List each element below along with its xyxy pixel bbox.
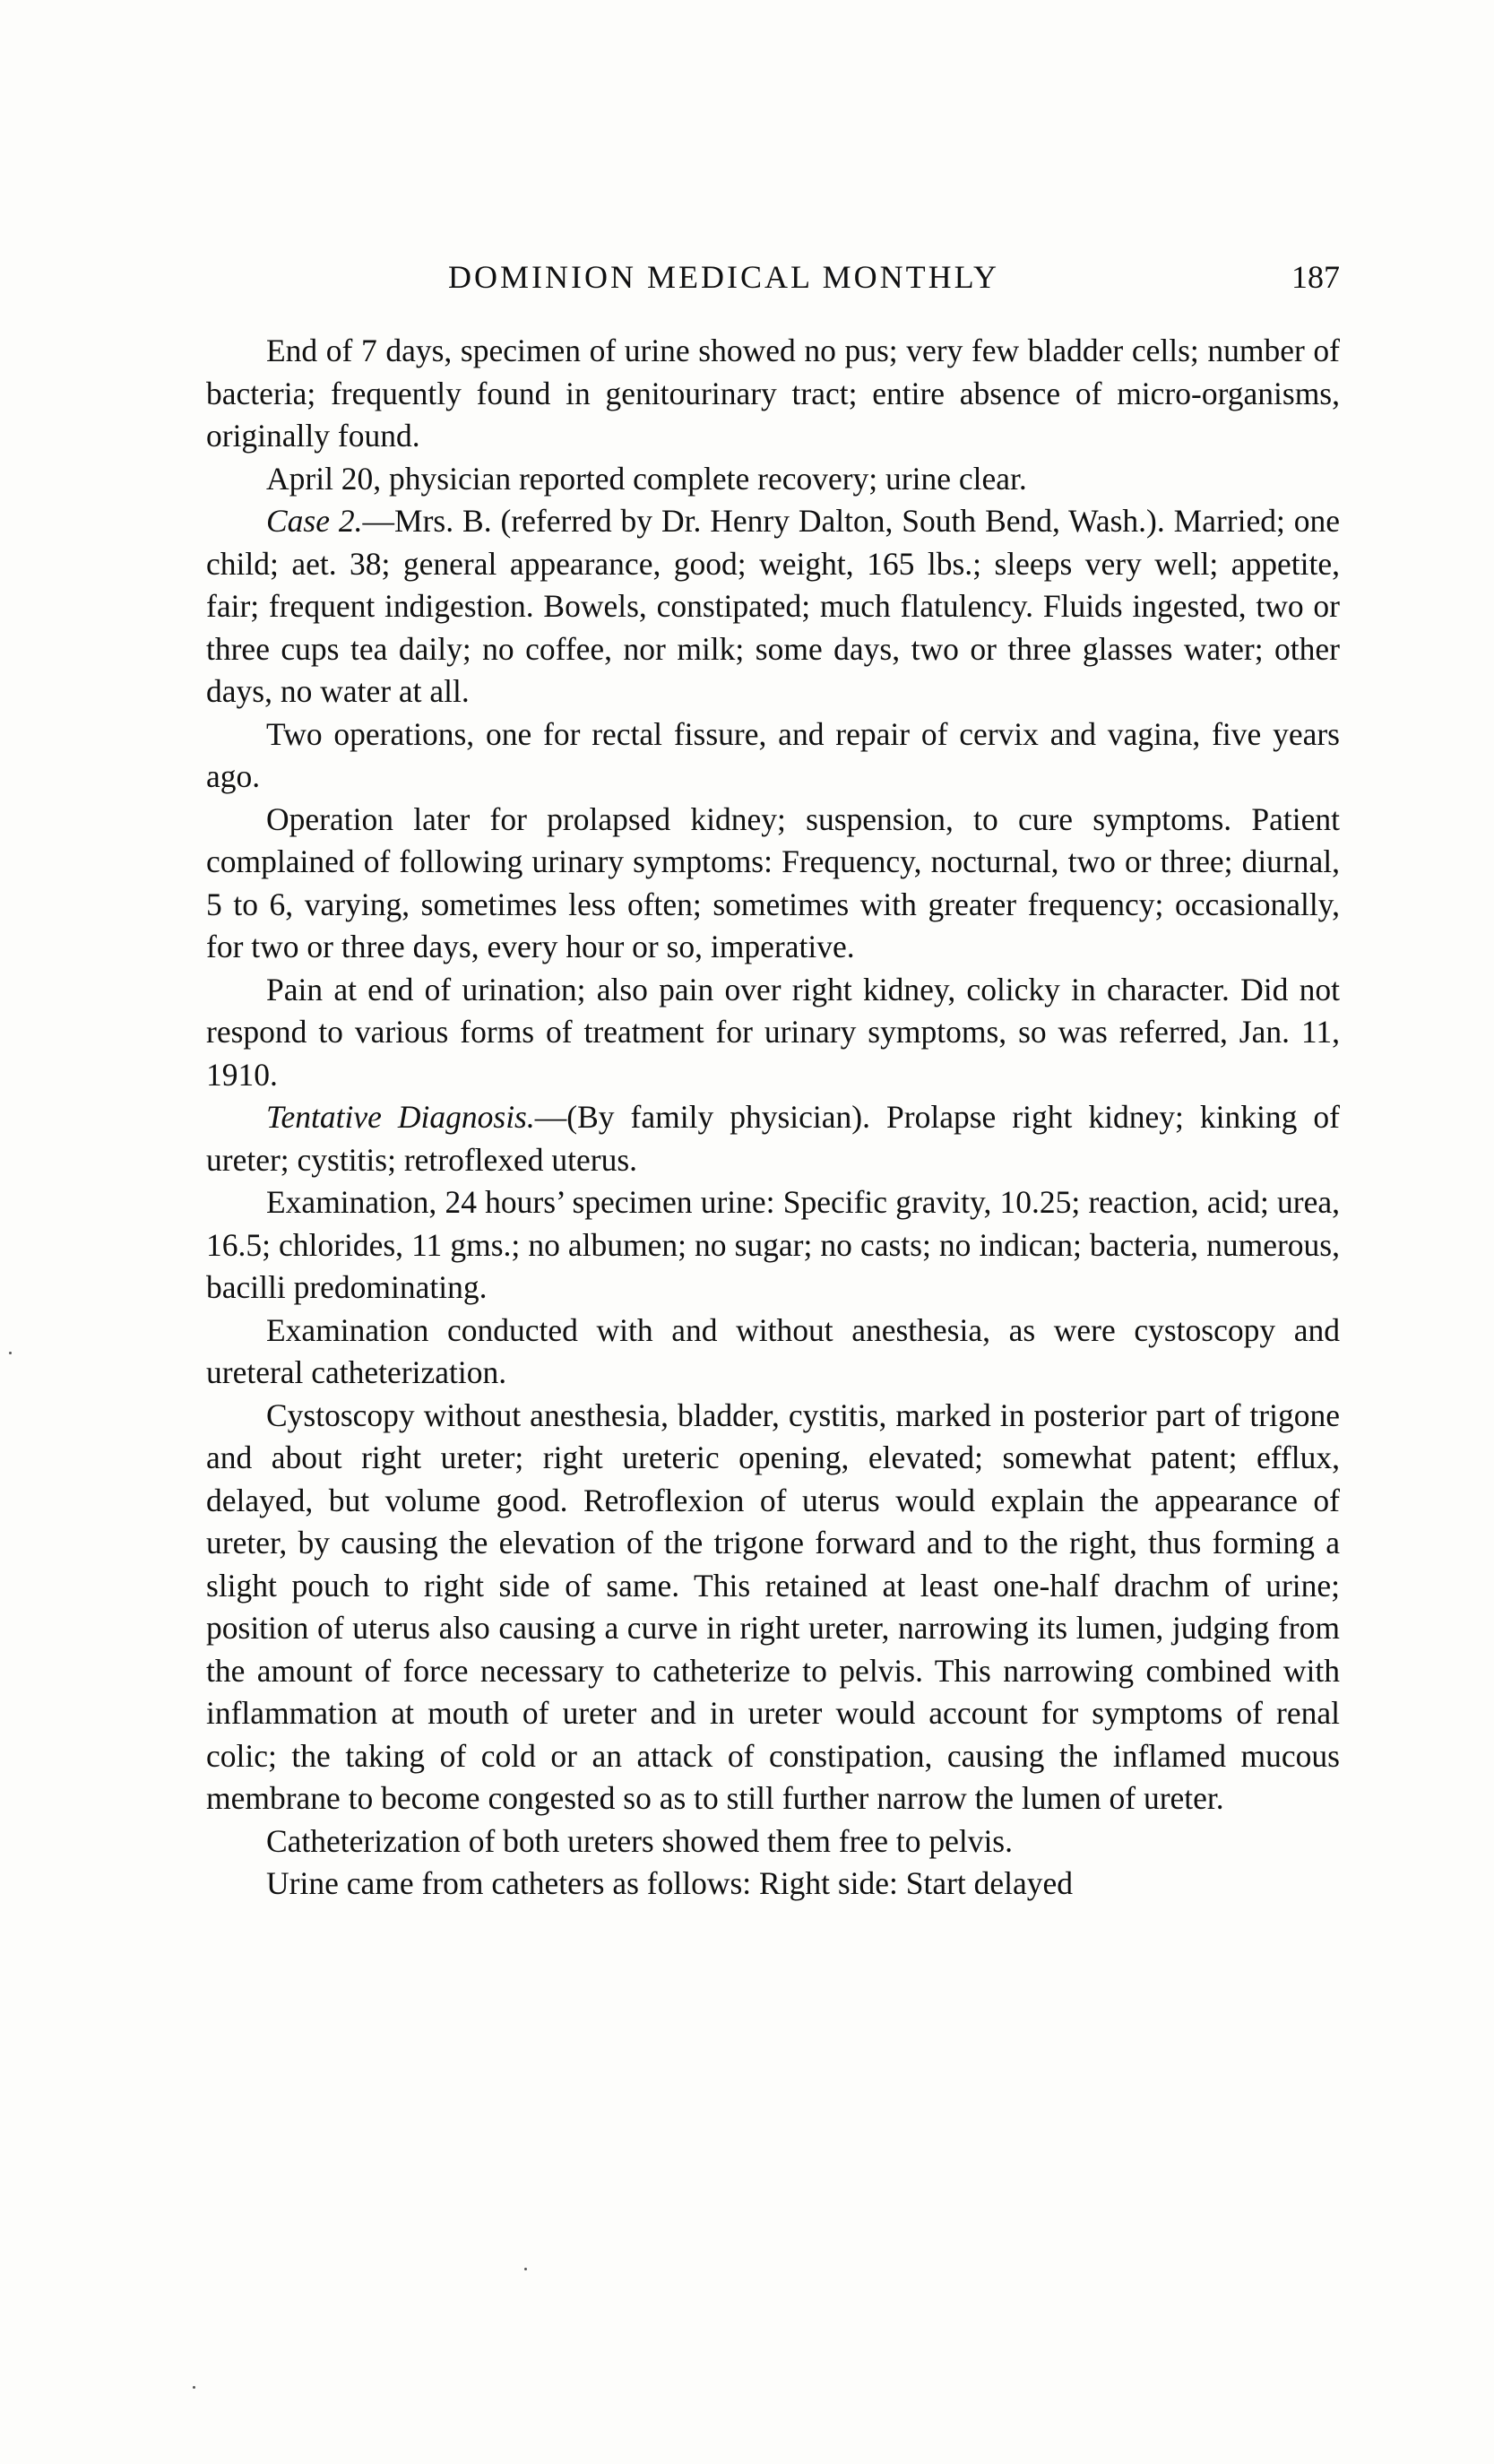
paragraph-text: Examination, 24 hours’ specimen urine: Specific gravity, 10.25; reaction, acid; urea, 16.5; chlorides, 11 gms.; no albumen; no sugar; no casts; no indican; bacteria, numerous, bacilli predominating. <box>206 1184 1340 1305</box>
body-text <box>206 330 1340 1906</box>
paragraph-text: Two operations, one for rectal fissure, and repair of cervix and vagina, five years ago. <box>206 715 1340 794</box>
paragraph-text: Catheterization of both ureters showed them free to pelvis. <box>266 1822 1014 1859</box>
paragraph <box>206 500 1340 713</box>
stray-ink-mark <box>9 1352 12 1354</box>
paragraph <box>206 969 1340 1097</box>
paragraph-text: —Mrs. B. (referred by Dr. Henry Dalton, South Bend, Wash.). Married; one child; aet. 38; general appearance, good; weight, 165 lbs.; sleeps very well; appetite, fair; frequent indigestion. Bowels, constipated; much flatulency. Fluids ingested, two or three cups tea daily; no coffee, nor milk; some days, two or three glasses water; other days, no water at all. <box>206 503 1340 709</box>
stray-ink-mark <box>524 2268 527 2270</box>
paragraph-text: Operation later for prolapsed kidney; suspension, to cure symptoms. Patient complained of following urinary symptoms: Frequency, nocturnal, two or three; diurnal, 5 to 6, varying, sometimes less often; sometimes with greater frequency; occasionally, for two or three days, every hour or so, imperative. <box>206 800 1340 964</box>
paragraph-lead: Case 2. <box>266 503 363 539</box>
paragraph <box>206 1181 1340 1310</box>
paragraph-text: End of 7 days, specimen of urine showed no pus; very few bladder cells; number of bacteria; frequently found in genitourinary tract; entire absence of micro-organisms, originally found. <box>206 333 1340 454</box>
paragraph-text: Cystoscopy without anesthesia, bladder, cystitis, marked in posterior part of trigone and about right ureter; right ureteric opening, elevated; somewhat patent; efflux, delayed, but volume good. Retroflexion of uterus would explain the appearance of ureter, by causing the elevation of the trigone forward and to the right, thus forming a slight pouch to right side of same. This retained at least one-half drachm of urine; position of uterus also causing a curve in right ureter, narrowing its lumen, judging from the amount of force necessary to catheterize to pelvis. This narrowing combined with inflammation at mouth of ureter and in ureter would account for symptoms of renal colic; the taking of cold or an attack of constipation, causing the inflamed mucous membrane to become congested so as to still further narrow the lumen of ureter. <box>206 1396 1340 1816</box>
paragraph <box>206 1820 1340 1863</box>
paragraph-text: —(By family physician). Prolapse right kidney; kinking of ureter; cystitis; retroflexed uterus. <box>206 1099 1340 1178</box>
paragraph-text: April 20, physician reported complete recovery; urine clear. <box>266 460 1027 497</box>
paragraph-text: Urine came from catheters as follows: Right side: Start delayed <box>266 1865 1074 1901</box>
page-number: 187 <box>1291 259 1340 295</box>
paragraph-lead: Tentative Diagnosis. <box>266 1099 535 1135</box>
running-head: DOMINION MEDICAL MONTHLY <box>448 259 1000 295</box>
paragraph <box>206 458 1340 501</box>
paragraph <box>206 1310 1340 1395</box>
paragraph <box>206 713 1340 799</box>
paragraph <box>206 799 1340 969</box>
paragraph <box>206 1863 1340 1906</box>
paragraph <box>206 330 1340 458</box>
paragraph-text: Pain at end of urination; also pain over right kidney, colicky in character. Did not respond to various forms of treatment for urinary symptoms, so was referred, Jan. 11, 1910. <box>206 971 1340 1093</box>
paragraph <box>206 1395 1340 1820</box>
paragraph <box>206 1096 1340 1181</box>
paragraph-text: Examination conducted with and without anesthesia, as were cystoscopy and ureteral catheterization. <box>206 1311 1340 1390</box>
page-header <box>206 258 1340 303</box>
stray-ink-mark <box>193 2386 195 2389</box>
